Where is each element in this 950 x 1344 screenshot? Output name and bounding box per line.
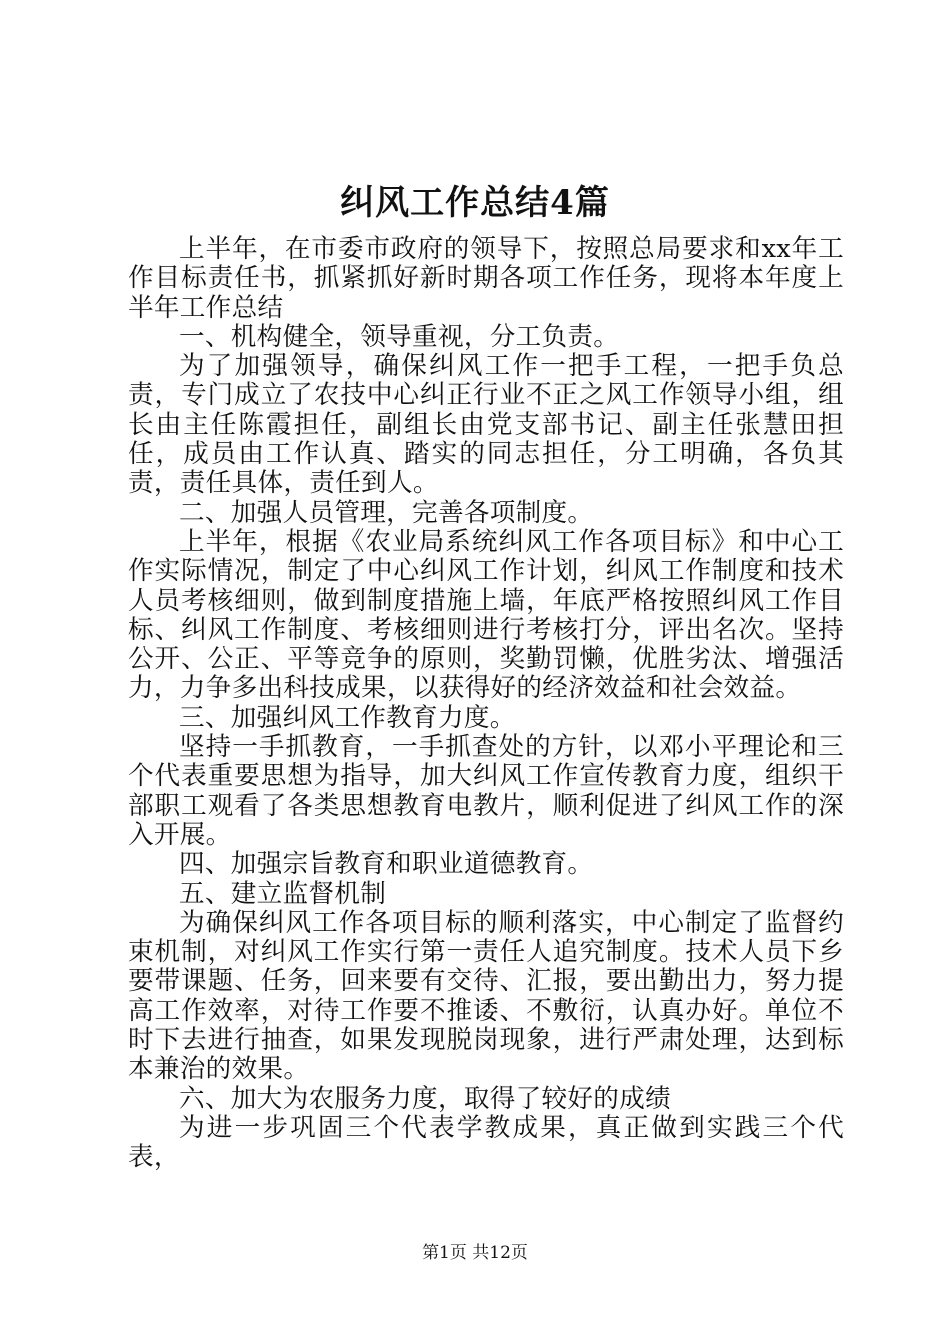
document-body [128,235,844,1173]
heading-section-4: 四、加强宗旨教育和职业道德教育。 [179,849,594,880]
heading-section-6: 六、加大为农服务力度，取得了较好的成绩 [179,1083,671,1114]
heading-section-5: 五、建立监督机制 [179,878,387,909]
paragraph-section-1: 为了加强领导，确保纠风工作一把手工程，一把手负总责，专门成立了农技中心纠正行业不正之风工作领导小组，组长由主任陈霞担任，副组长由党支部书记、副主任张慧田担任，成员由工作认真、踏实的同志担任，分工明确，各负其责，责任具体，责任到人。 [128,351,844,499]
paragraph-section-3: 坚持一手抓教育，一手抓查处的方针，以邓小平理论和三个代表重要思想为指导，加大纠风工作宣传教育力度，组织干部职工观看了各类思想教育电教片，顺利促进了纠风工作的深入开展。 [128,732,844,850]
heading-section-2: 二、加强人员管理，完善各项制度。 [179,497,594,528]
paragraph-section-6: 为进一步巩固三个代表学教成果，真正做到实践三个代表， [128,1112,844,1173]
paragraph-intro: 上半年，在市委市政府的领导下，按照总局要求和xx年工作目标责任书，抓紧抓好新时期各项工作任务，现将本年度上半年工作总结 [128,234,844,323]
heading-section-3: 三、加强纠风工作教育力度。 [179,702,516,733]
page-footer: 第1页 共12页 [422,1243,528,1263]
paragraph-section-2: 上半年，根据《农业局系统纠风工作各项目标》和中心工作实际情况，制定了中心纠风工作计划，纠风工作制度和技术人员考核细则，做到制度措施上墙，年底严格按照纠风工作目标、纠风工作制度、考核细则进行考核打分，评出名次。坚持公开、公正、平等竞争的原则，奖勤罚懒，优胜劣汰、增强活力，力争多出科技成果，以获得好的经济效益和社会效益。 [128,526,844,704]
paragraph-section-5: 为确保纠风工作各项目标的顺利落实，中心制定了监督约束机制，对纠风工作实行第一责任人追究制度。技术人员下乡要带课题、任务，回来要有交待、汇报，要出勤出力，努力提高工作效率，对待工作要不推诿、不敷衍，认真办好。单位不时下去进行抽查，如果发现脱岗现象，进行严肃处理，达到标本兼治的效果。 [128,907,844,1085]
heading-section-1: 一、机构健全，领导重视，分工负责。 [179,321,620,352]
document-title: 纠风工作总结4篇 [340,183,610,223]
